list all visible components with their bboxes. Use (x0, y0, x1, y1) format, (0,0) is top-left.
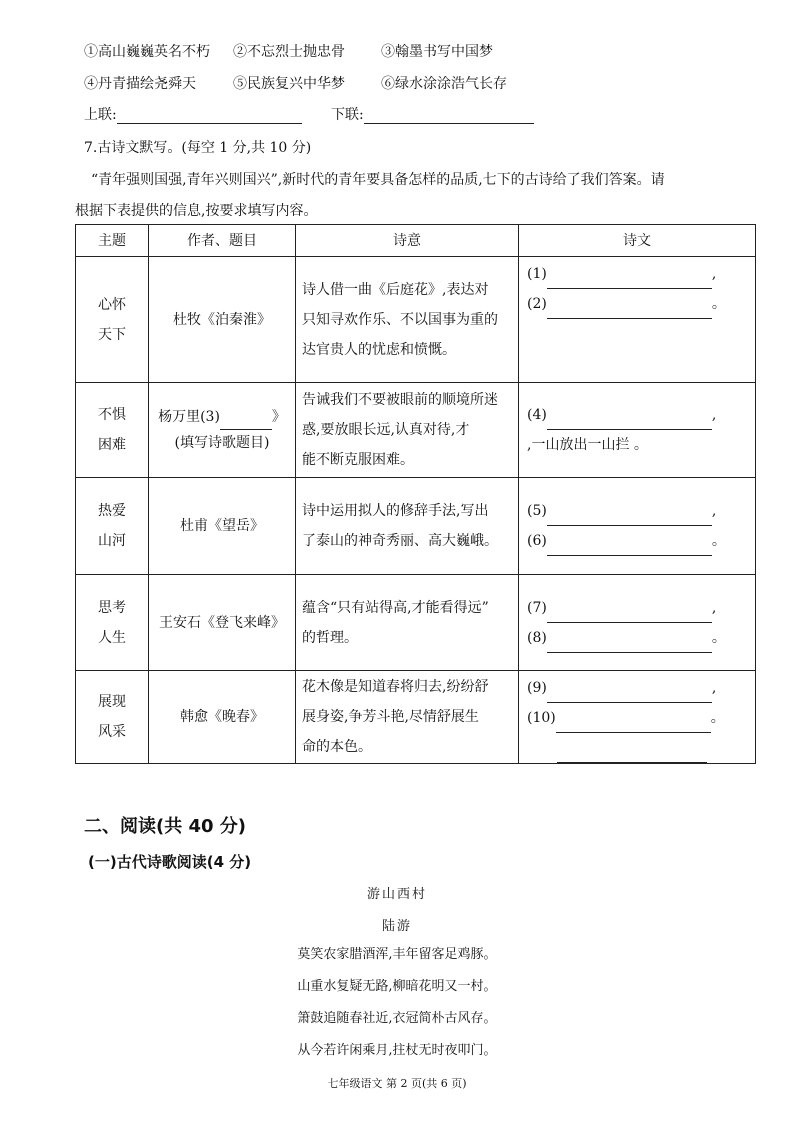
meaning-text: 蕴含“只有站得高,才能看得远” (302, 599, 489, 616)
blank-number: (10) (527, 710, 556, 726)
header-meaning: 诗意 (296, 225, 519, 257)
punctuation: , (711, 503, 717, 519)
answer-blank[interactable] (547, 272, 712, 289)
poem-answer-line (527, 703, 747, 733)
poem-author: 陆游 (381, 919, 412, 934)
answer-blank[interactable] (547, 302, 712, 319)
meaning-text: 的哲理。 (302, 629, 358, 646)
punctuation: , (711, 407, 717, 423)
theme-text: 山河 (98, 533, 126, 549)
meaning-cell (296, 575, 519, 671)
meaning-text: 诗中运用拟人的修辞手法,写出 (302, 503, 489, 519)
theme-cell (76, 575, 149, 671)
upper-couplet-label: 上联: (84, 107, 117, 123)
poem-cell (519, 671, 756, 764)
poem-answer-line (527, 623, 747, 653)
author-title-text: 韩愈《晚春》 (180, 709, 264, 725)
meaning-text: 只知寻欢作乐、不以国事为重的 (302, 311, 498, 328)
theme-text: 困难 (98, 437, 126, 453)
poetry-table (75, 224, 756, 764)
author-note: (填写诗歌题目) (174, 435, 270, 451)
answer-blank[interactable] (547, 509, 712, 526)
meaning-text: 惑,要放眼长远,认真对待,才 (302, 422, 470, 438)
theme-text: 不惧 (98, 407, 126, 423)
couplet-option-1: ①高山巍巍英名不朽 (84, 44, 210, 60)
blank-number: (4) (527, 407, 547, 423)
blank-number: (1) (527, 266, 547, 282)
author-cell (149, 478, 296, 575)
punctuation: 。 (711, 629, 726, 646)
poem-answer-line (527, 526, 747, 556)
q7-intro-line2: 根据下表提供的信息,按要求填写内容。 (75, 203, 318, 219)
stray-line-row (527, 733, 747, 763)
meaning-text: 告诫我们不要被眼前的顺境所迷 (302, 392, 498, 408)
poem-line: 从今若许闲乘月,拄杖无时夜叩门。 (297, 1043, 497, 1058)
table-row (76, 383, 756, 478)
poem-cell (519, 257, 756, 383)
blank-number: (8) (527, 629, 547, 646)
q7-title: 7.古诗文默写。(每空 1 分,共 10 分) (84, 140, 312, 156)
blank-number: (2) (527, 296, 547, 312)
blank-number: (7) (527, 599, 547, 616)
table-header-row (76, 225, 756, 257)
couplet-option-3: ③翰墨书写中国梦 (381, 44, 493, 60)
stray-answer-line[interactable] (557, 748, 707, 763)
punctuation: 。 (710, 710, 725, 726)
punctuation: , (711, 266, 717, 282)
blank-number: (9) (527, 680, 547, 696)
table-row (76, 478, 756, 575)
meaning-text: 了泰山的神奇秀丽、高大巍峨。 (302, 533, 498, 549)
answer-blank[interactable] (556, 716, 711, 733)
lower-couplet-label: 下联: (331, 107, 364, 123)
upper-couplet-answer (84, 104, 302, 124)
author-cell (149, 257, 296, 383)
meaning-text: 花木像是知道春将归去,纷纷舒 (302, 679, 489, 695)
theme-text: 心怀 (98, 296, 126, 313)
couplet-option-5: ⑤民族复兴中华梦 (233, 76, 345, 92)
blank-number: (6) (527, 533, 547, 549)
poem-cell (519, 383, 756, 478)
table-row (76, 575, 756, 671)
table-row (76, 671, 756, 764)
poem-title: 游山西村 (366, 887, 427, 902)
answer-blank[interactable] (547, 606, 712, 623)
theme-text: 天下 (98, 326, 126, 343)
author-cell (149, 575, 296, 671)
poem-line: 山重水复疑无路,柳暗花明又一村。 (297, 979, 497, 994)
punctuation: 。 (711, 296, 726, 312)
poem-tail-line: ,一山放出一山拦 。 (527, 437, 648, 453)
poem-title-blank[interactable] (220, 413, 272, 430)
meaning-cell (296, 671, 519, 764)
theme-cell (76, 478, 149, 575)
table-row (76, 257, 756, 383)
poem-answer-line (527, 496, 747, 526)
q7-intro-line1: “青年强则国强,青年兴则国兴”,新时代的青年要具备怎样的品质,七下的古诗给了我们答案。请 (91, 172, 665, 188)
couplet-option-4: ④丹青描绘尧舜天 (84, 76, 196, 92)
author-title-text: 杜牧《泊秦淮》 (173, 311, 271, 328)
lower-couplet-blank[interactable] (364, 107, 534, 124)
header-theme: 主题 (76, 225, 149, 257)
header-author-title: 作者、题目 (149, 225, 296, 257)
subsection-title: (一)古代诗歌阅读(4 分) (88, 853, 252, 871)
upper-couplet-blank[interactable] (117, 107, 302, 124)
meaning-text: 展身姿,争芳斗艳,尽情舒展生 (302, 709, 479, 725)
punctuation: , (711, 680, 717, 696)
meaning-text: 诗人借一曲《后庭花》,表达对 (302, 281, 489, 298)
poem-line: 莫笑农家腊酒浑,丰年留客足鸡豚。 (297, 947, 497, 962)
poem-body (0, 939, 794, 1067)
poem-line: 箫鼓追随春社近,衣冠简朴古风存。 (297, 1011, 497, 1026)
answer-blank[interactable] (547, 539, 712, 556)
author-title-text (149, 404, 295, 430)
theme-text: 风采 (98, 724, 126, 740)
poem-answer-line (527, 400, 747, 430)
meaning-text: 达官贵人的忧虑和愤慨。 (302, 341, 456, 358)
answer-blank[interactable] (547, 686, 712, 703)
answer-blank[interactable] (547, 636, 712, 653)
meaning-text: 命的本色。 (302, 739, 372, 755)
theme-cell (76, 257, 149, 383)
meaning-cell (296, 257, 519, 383)
poem-cell (519, 575, 756, 671)
author-suffix: 》 (271, 409, 286, 425)
theme-cell (76, 671, 149, 764)
meaning-cell (296, 478, 519, 575)
header-poem-text: 诗文 (519, 225, 756, 257)
author-title-text: 王安石《登飞来峰》 (159, 614, 285, 631)
theme-text: 思考 (98, 599, 126, 616)
author-prefix: 杨万里(3) (158, 409, 220, 425)
author-cell (149, 383, 296, 478)
theme-cell (76, 383, 149, 478)
punctuation: , (711, 599, 717, 616)
couplet-option-2: ②不忘烈士抛忠骨 (233, 44, 345, 60)
theme-text: 热爱 (98, 503, 126, 519)
lower-couplet-answer (331, 104, 534, 124)
author-cell (149, 671, 296, 764)
theme-text: 展现 (98, 694, 126, 710)
author-title-text: 杜甫《望岳》 (180, 518, 264, 534)
poem-answer-line (527, 593, 747, 623)
page-footer: 七年级语文 第 2 页(共 6 页) (327, 1077, 467, 1090)
poem-answer-line (527, 259, 747, 289)
punctuation: 。 (711, 533, 726, 549)
theme-text: 人生 (98, 629, 126, 646)
section-title: 二、阅读(共 40 分) (84, 816, 247, 837)
blank-number: (5) (527, 503, 547, 519)
answer-blank[interactable] (547, 413, 712, 430)
meaning-text: 能不断克服困难。 (302, 452, 414, 468)
poem-answer-line (527, 289, 747, 319)
couplet-option-6: ⑥绿水涂涂浩气长存 (381, 76, 507, 92)
poem-cell (519, 478, 756, 575)
poem-answer-line (527, 673, 747, 703)
meaning-cell (296, 383, 519, 478)
